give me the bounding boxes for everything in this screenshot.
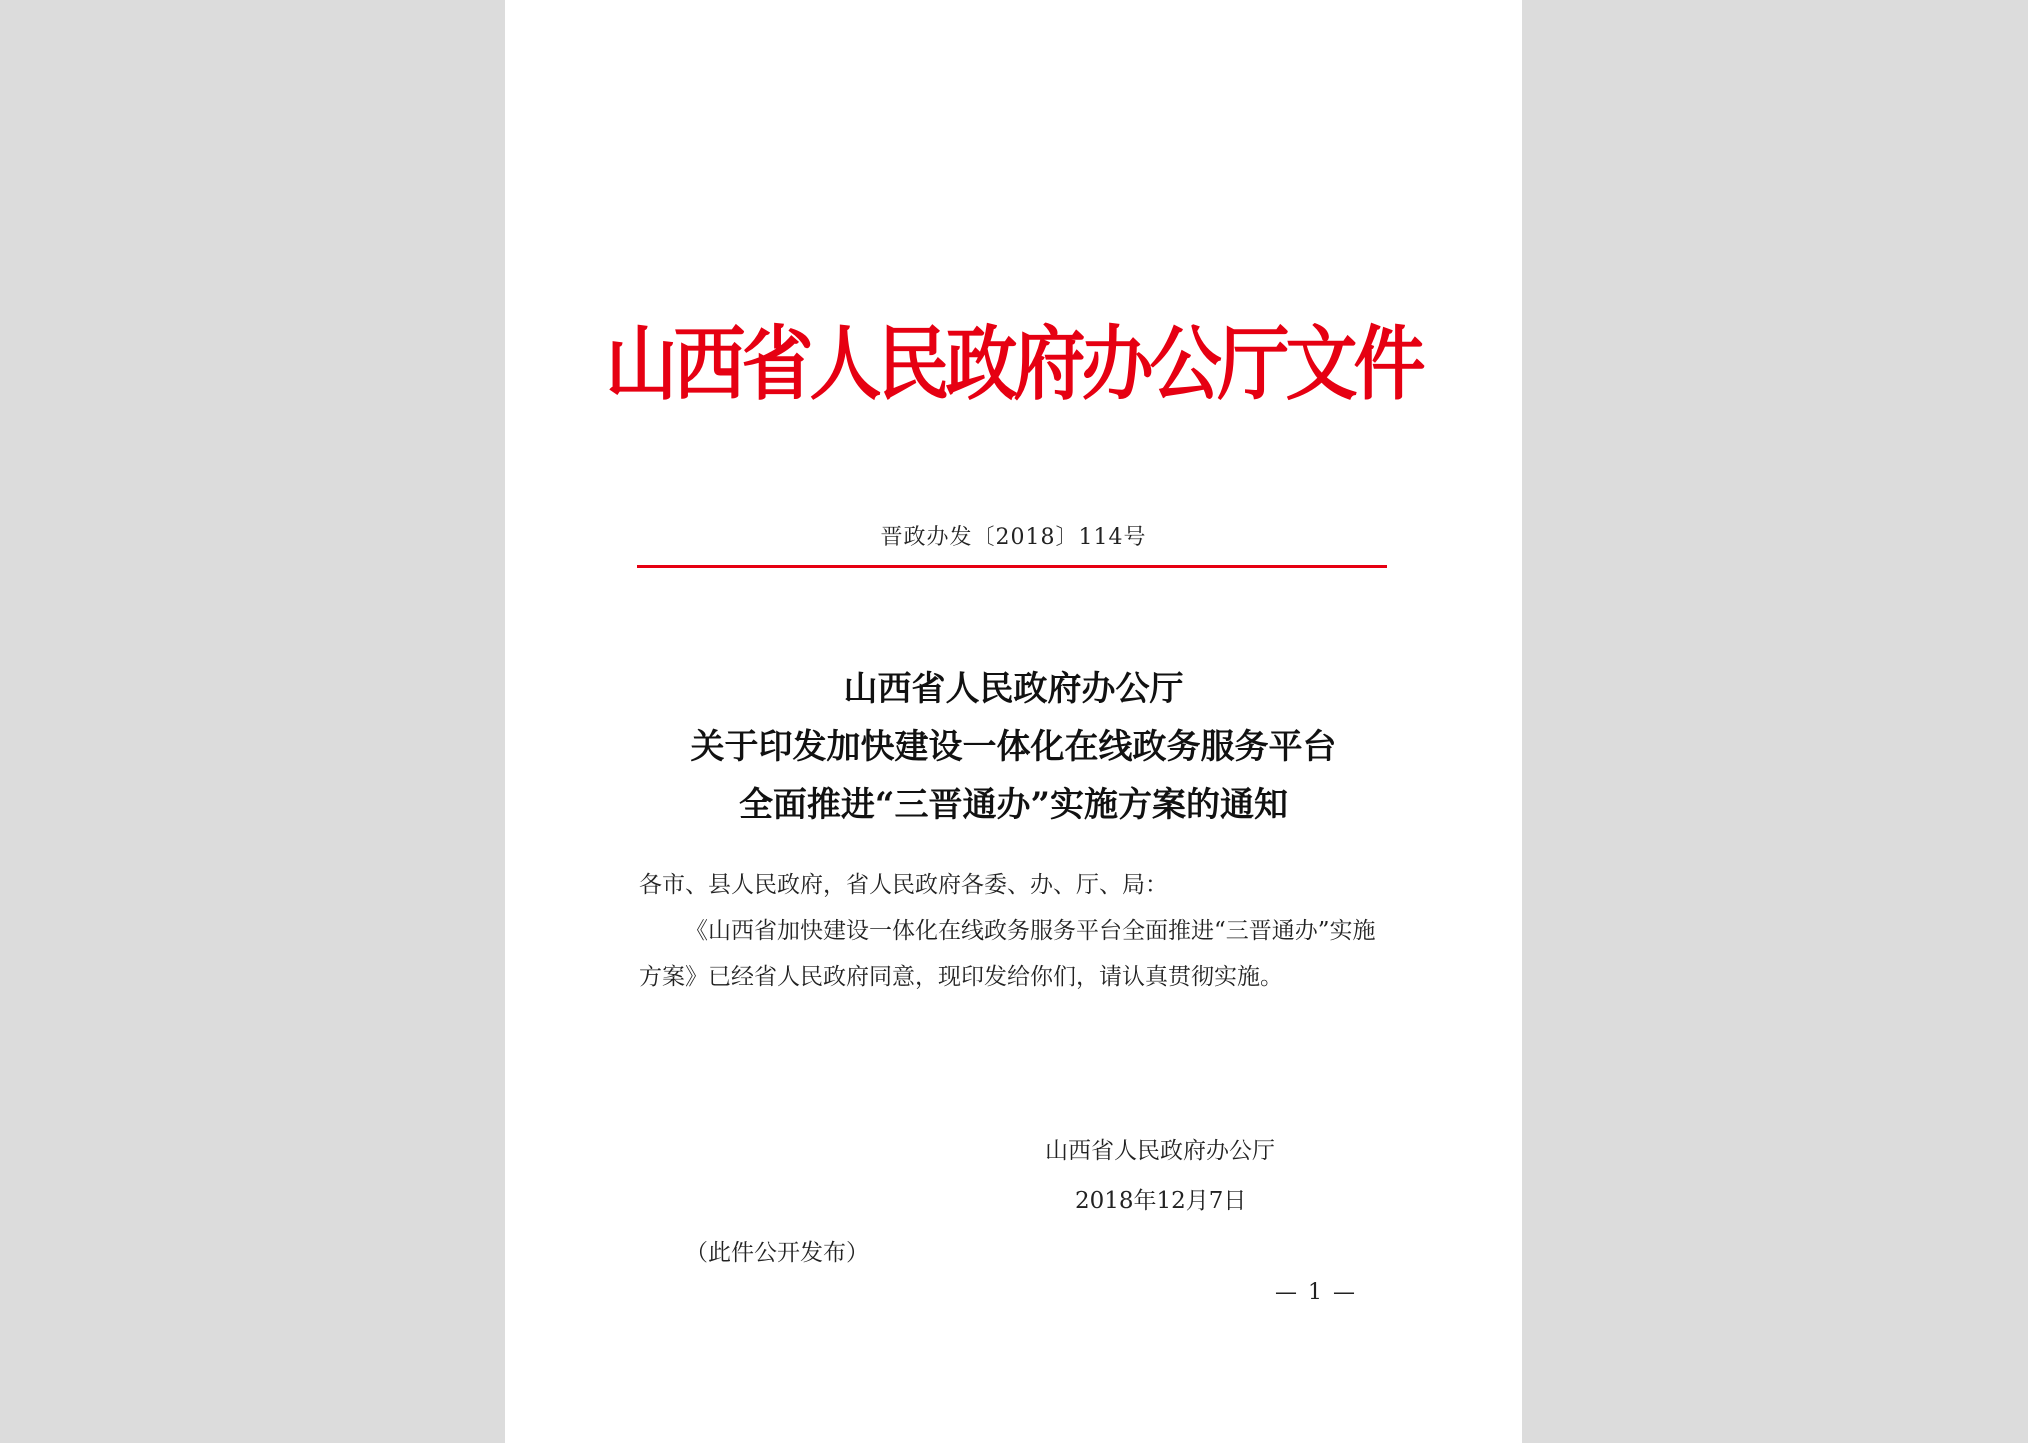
title-line-2: 关于印发加快建设一体化在线政务服务平台 [690, 727, 1337, 767]
document-page [505, 0, 1522, 1443]
addressee-line: 各市、县人民政府，省人民政府各委、办、厅、局： [639, 872, 1168, 898]
document-number: 晋政办发〔2018〕114号 [880, 525, 1147, 550]
document-body [639, 862, 1389, 1000]
page-number: — 1 — [1275, 1280, 1357, 1305]
signature-organization: 山西省人民政府办公厅 [1045, 1138, 1275, 1164]
body-paragraph: 《山西省加快建设一体化在线政务服务平台全面推进“三晋通办”实施方案》已经省人民政府同意，现印发给你们，请认真贯彻实施。 [639, 918, 1376, 990]
title-line-1: 山西省人民政府办公厅 [843, 669, 1184, 709]
publish-note: （此件公开发布） [685, 1240, 869, 1266]
red-divider-line [637, 565, 1387, 568]
signature-date: 2018年12月7日 [1075, 1188, 1247, 1214]
title-line-3: 全面推进“三晋通办”实施方案的通知 [738, 785, 1289, 825]
document-title [505, 660, 1522, 834]
document-masthead: 山西省人民政府办公厅文件 [605, 315, 1422, 412]
